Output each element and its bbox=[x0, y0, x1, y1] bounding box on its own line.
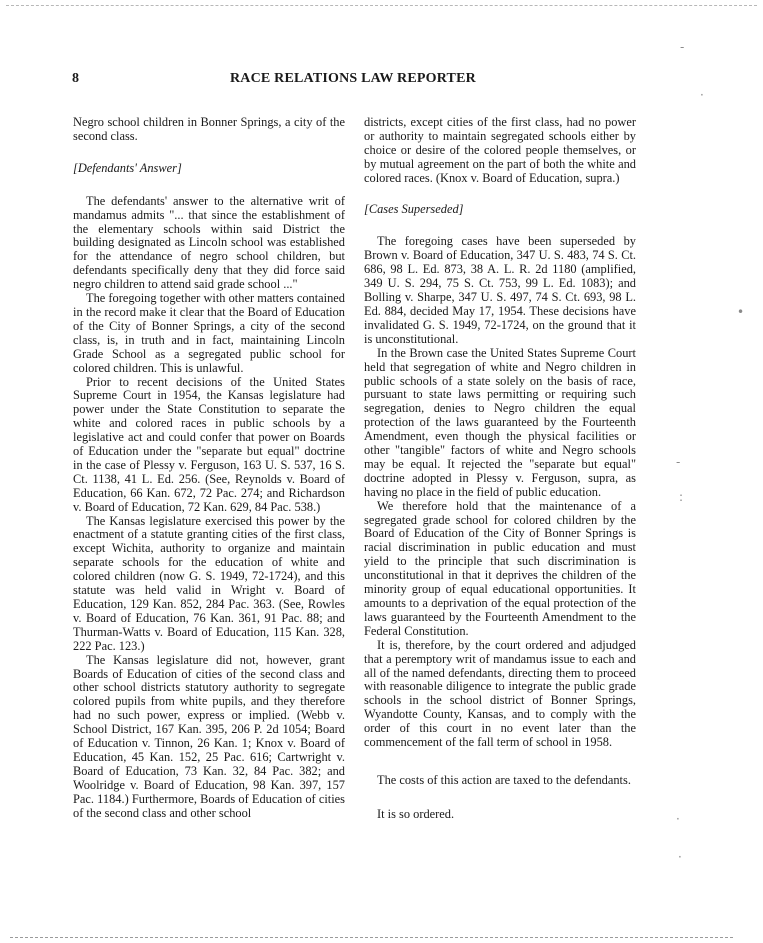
paragraph: Negro school children in Bonner Springs, a city of the second class. bbox=[73, 115, 345, 143]
scan-speck-mark: · bbox=[676, 812, 680, 826]
paragraph: The defendants' answer to the alternative writ of mandamus admits "... that since the establishment of the elementary schools within said District the building designated as Lincoln school was established for the attendance of negro school children, but defendants specifically deny that they did force said negro children to attend said grade school ..." bbox=[73, 193, 345, 292]
paragraph-costs: The costs of this action are taxed to the defendants. bbox=[377, 772, 631, 787]
scan-speck-mark: • bbox=[737, 305, 745, 319]
page-number: 8 bbox=[72, 71, 79, 86]
scan-speck-mark: - bbox=[676, 455, 681, 469]
paragraph: We therefore hold that the maintenance of a segregated grade school for colored children by the Board of Education of the City of Bonner Springs is racial discrimination in public education and must yield to the principle that such discrimination is unconstitutional in that it deprives the children of the minority group of equal educational opportunities. It amounts to a deprivation of the equal protection of the laws guaranteed by the Fourteenth Amendment to the Federal Constitution. bbox=[364, 498, 636, 638]
running-title: RACE RELATIONS LAW REPORTER bbox=[230, 71, 476, 86]
section-heading-cases-superseded: [Cases Superseded] bbox=[364, 201, 464, 216]
left-column bbox=[73, 116, 345, 821]
paragraph-so-ordered: It is so ordered. bbox=[377, 806, 455, 821]
paragraph: Prior to recent decisions of the United States Supreme Court in 1954, the Kansas legislature had power under the State Constitution to separate the white and colored races in public schools by a legislative act and could confer that power on Boards of Education under the "separate but equal" doctrine in the case of Plessy v. Ferguson, 163 U. S. 537, 16 S. Ct. 1138, 41 L. Ed. 256. (See, Reynolds v. Board of Education, 66 Kan. 672, 72 Pac. 274; and Richardson v. Board of Education, 72 Kan. 629, 84 Pac. 538.) bbox=[73, 374, 345, 514]
paragraph: The foregoing together with other matters contained in the record make it clear that the Board of Education of the City of Bonner Springs, a city of the second class, is, in truth and in fact, maintaining Lincoln Grade School as a segregated public school for colored children. This is unlawful. bbox=[73, 291, 345, 375]
right-column bbox=[364, 116, 636, 822]
paragraph: districts, except cities of the first class, had no power or authority to maintain segregated schools either by choice or desire of the colored people themselves, or by mutual agreement on the part of both the white and colored races. (Knox v. Board of Education, supra.) bbox=[364, 115, 636, 185]
scan-border-top bbox=[6, 5, 757, 6]
paragraph: The Kansas legislature did not, however, grant Boards of Education of cities of the second class and other school districts statutory authority to segregate colored pupils from white pupils, and they therefore had no such power, express or implied. (Webb v. School District, 167 Kan. 395, 206 P. 2d 1054; Board of Education v. Tinnon, 26 Kan. 1; Knox v. Board of Education, 45 Kan. 152, 25 Pac. 616; Cartwright v. Board of Education, 73 Kan. 32, 84 Pac. 382; and Woolridge v. Board of Education, 98 Kan. 397, 157 Pac. 1184.) Furthermore, Boards of Education of cities of the second class and other school bbox=[73, 652, 345, 820]
paragraph: The Kansas legislature exercised this power by the enactment of a statute granting cities of the first class, except Wichita, authority to organize and maintain separate schools for the education of white and colored children (now G. S. 1949, 72-1724), and this statute was held valid in Wright v. Board of Education, 129 Kan. 852, 284 Pac. 363. (See, Rowles v. Board of Education, 76 Kan. 361, 91 Pac. 88; and Thurman-Watts v. Board of Education, 115 Kan. 328, 222 Pac. 123.) bbox=[73, 513, 345, 653]
section-heading-defendants-answer: [Defendants' Answer] bbox=[73, 160, 182, 175]
scan-speck-mark: · bbox=[700, 88, 704, 102]
scan-speck-mark: · bbox=[678, 850, 682, 864]
scan-border-bottom bbox=[10, 937, 733, 938]
scan-speck-mark: - bbox=[680, 40, 685, 54]
paragraph: In the Brown case the United States Supreme Court held that segregation of white and Negro children in public schools of a state solely on the basis of race, pursuant to state laws permitting or requiring such segregation, denies to Negro children the equal protection of the laws guaranteed by the Fourteenth Amendment, even though the physical facilities or other "tangible" factors of white and Negro schools may be equal. It rejected the "separate but equal" doctrine adopted in Plessy v. Ferguson, supra, as having no place in the field of public education. bbox=[364, 345, 636, 499]
scan-speck-mark: : bbox=[679, 490, 684, 504]
paragraph: It is, therefore, by the court ordered and adjudged that a peremptory writ of mandamus issue to each and all of the named defendants, directing them to proceed with reasonable diligence to integrate the public grade schools in the school district of Bonner Springs, Wyandotte County, Kansas, and to comply with the order of this court in no event later than the commencement of the fall term of school in 1958. bbox=[364, 637, 636, 750]
paragraph: The foregoing cases have been superseded by Brown v. Board of Education, 347 U. S. 483, 74 S. Ct. 686, 98 L. Ed. 873, 38 A. L. R. 2d 1180 (amplified, 349 U. S. 294, 75 S. Ct. 753, 99 L. Ed. 1083); and Bolling v. Sharpe, 347 U. S. 497, 74 S. Ct. 693, 98 L. Ed. 884, decided May 17, 1954. These decisions have invalidated G. S. 1949, 72-1724, on the ground that it is unconstitutional. bbox=[364, 234, 636, 346]
